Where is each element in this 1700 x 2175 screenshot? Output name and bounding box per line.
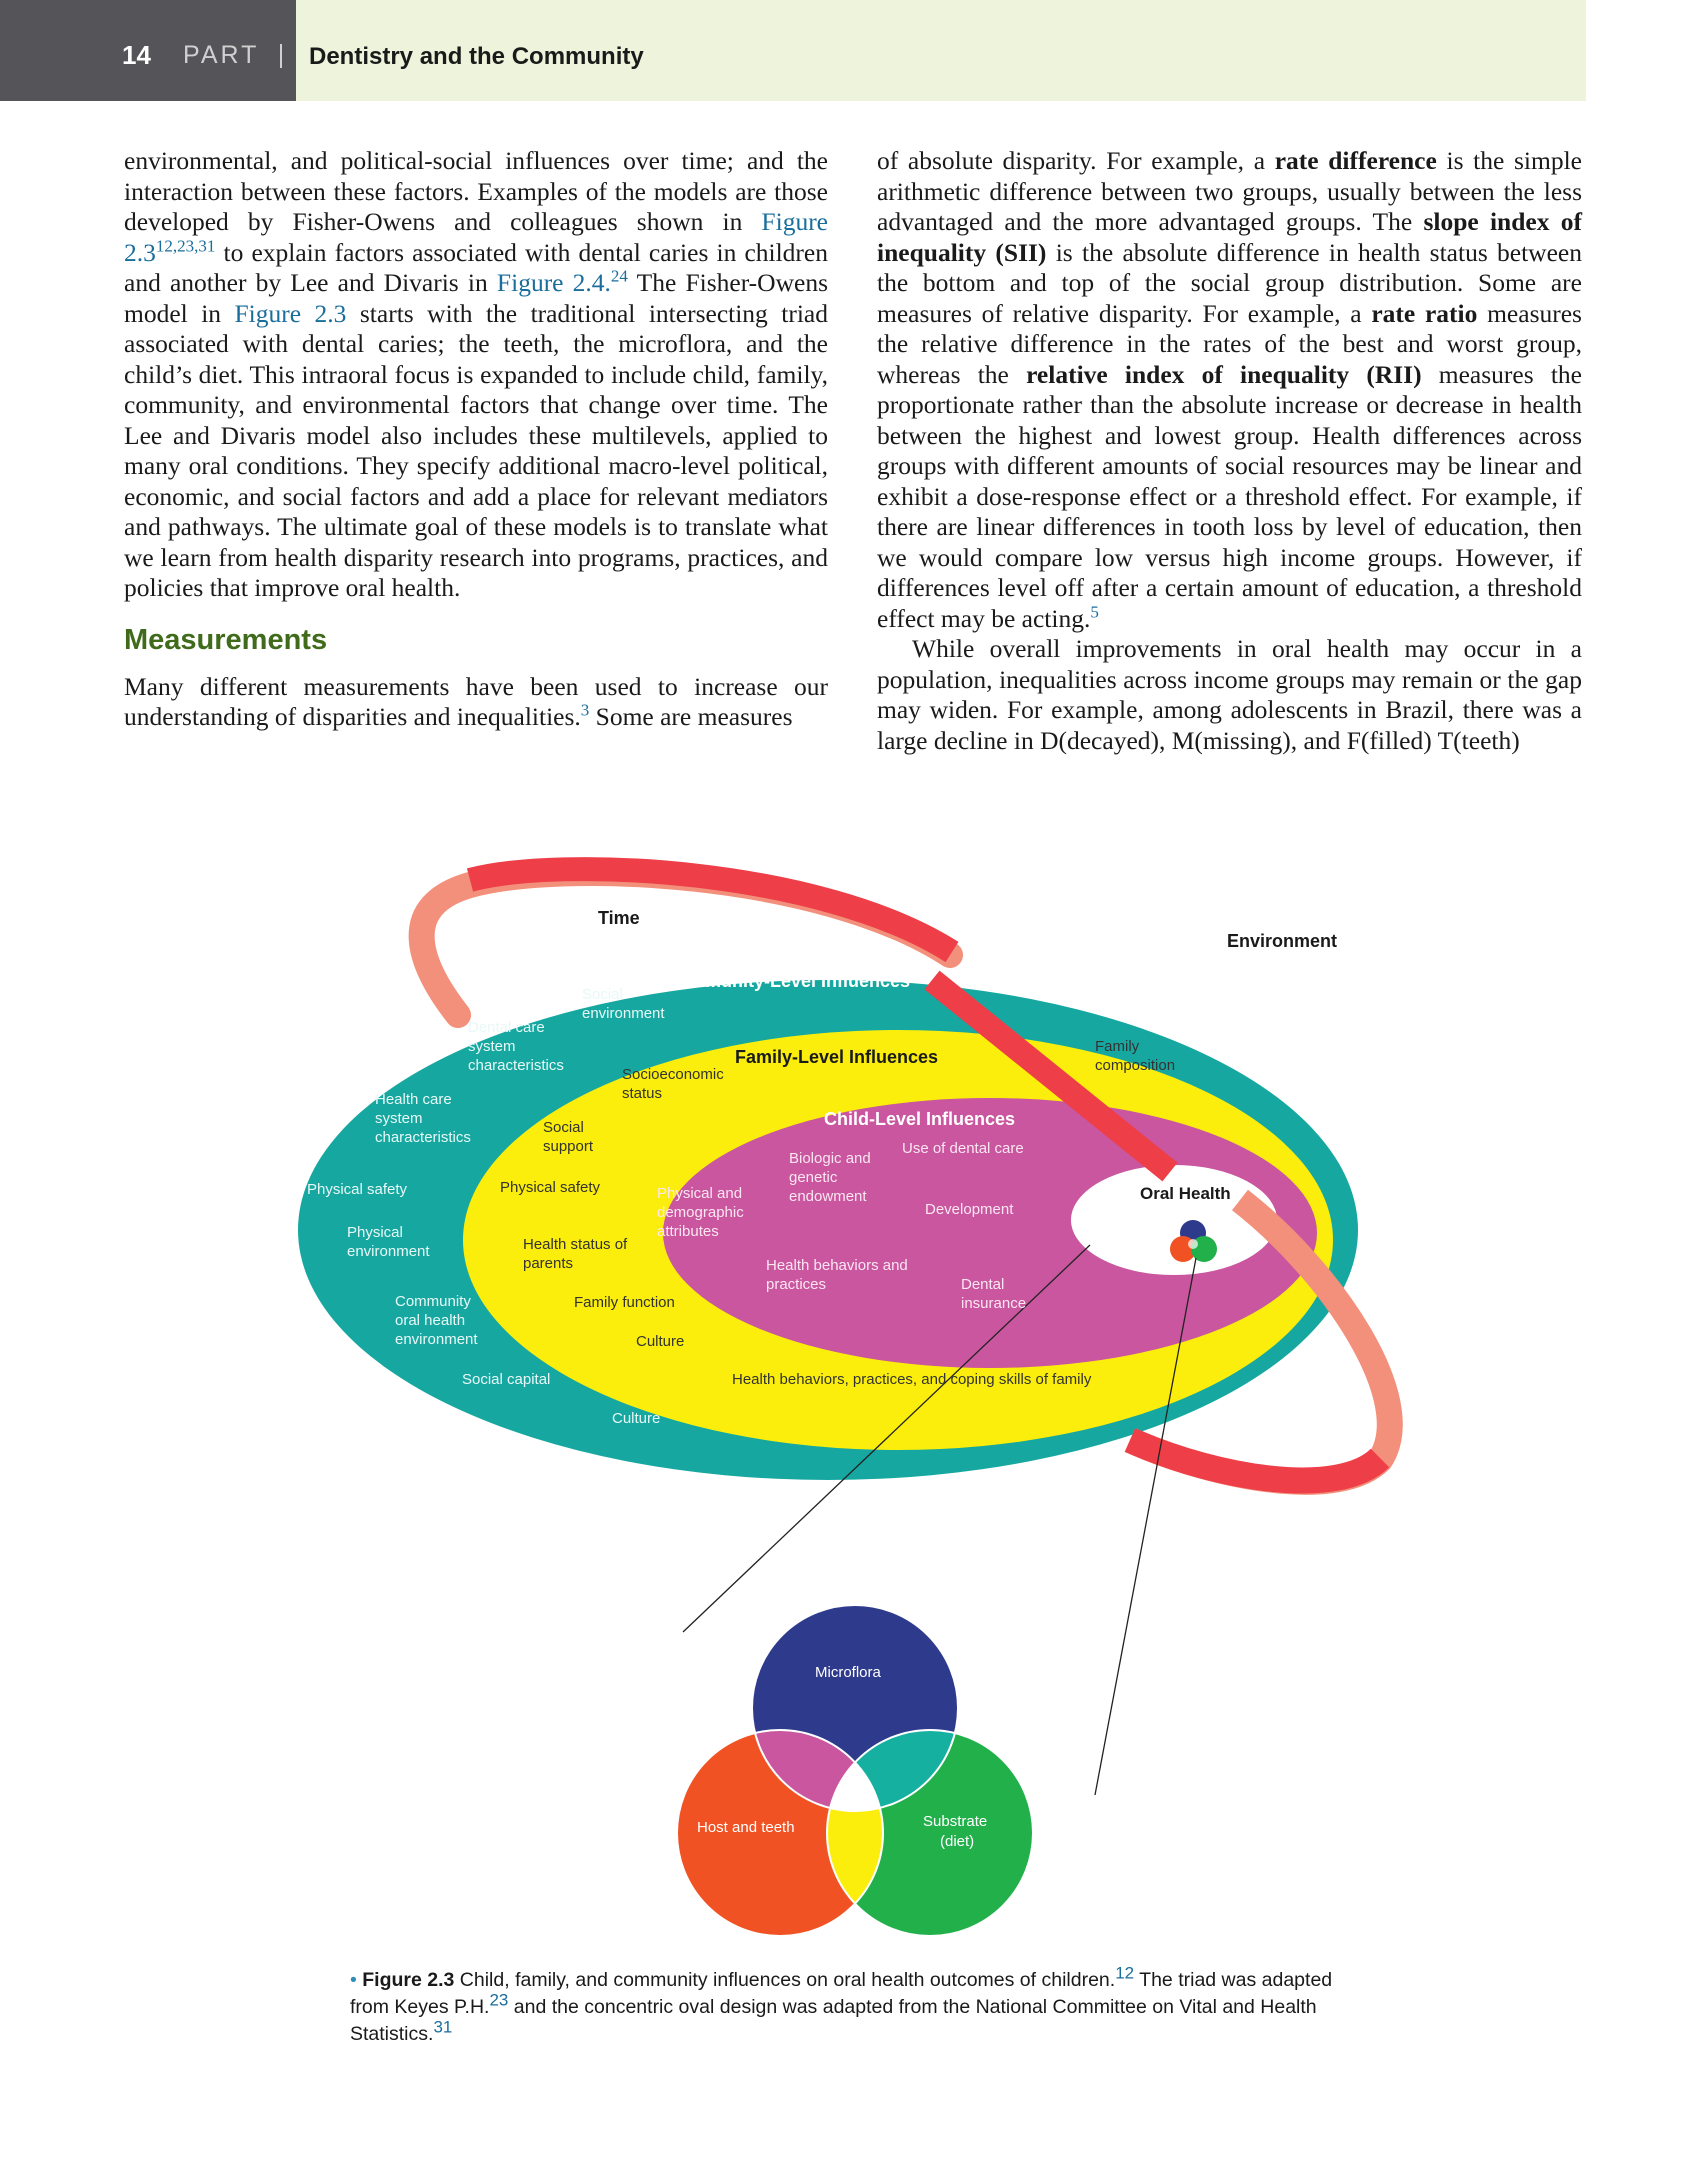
child-label: Biologic and	[789, 1150, 871, 1167]
family-title: Family-Level Influences	[735, 1047, 939, 1067]
citation[interactable]: 24	[610, 266, 628, 286]
child-label: endowment	[789, 1188, 867, 1205]
citation[interactable]: 12,23,31	[155, 236, 216, 255]
substrate-label: (diet)	[940, 1833, 975, 1850]
caption-text: Child, family, and community influences on oral health outcomes of children.	[454, 1969, 1116, 1991]
family-label: Health status of	[523, 1236, 628, 1253]
community-label: Social	[582, 986, 623, 1003]
child-label: practices	[766, 1276, 827, 1293]
community-title: Community-Level Influences	[665, 971, 911, 991]
family-label: support	[543, 1138, 594, 1155]
paragraph: While overall improvements in oral health may occur in a population, inequalities across income groups may remain or the gap may widen. For example, among adolescents in Brazil, there was a large decline in D(decayed), M(missing), and F(filled) T(teeth)	[877, 634, 1582, 755]
caption-text: The triad was adapted from Keyes P.H.	[350, 1969, 1333, 2018]
child-label: attributes	[657, 1223, 719, 1240]
community-label: oral health	[395, 1312, 466, 1329]
section-heading: Measurements	[124, 623, 328, 656]
family-label: composition	[1095, 1057, 1176, 1074]
substrate-label: Substrate	[923, 1813, 988, 1830]
venn-diagram	[677, 1605, 1033, 1936]
citation[interactable]: 5	[1090, 602, 1099, 621]
community-label: Culture	[612, 1410, 661, 1427]
family-label: Social	[543, 1119, 584, 1136]
community-label: Physical safety	[307, 1181, 408, 1198]
family-label: parents	[523, 1255, 574, 1272]
page-number: 14	[122, 40, 151, 70]
child-label: demographic	[657, 1204, 744, 1221]
text: Many different measurements have been used to increase our understanding of disparities and inequalities.	[124, 671, 828, 731]
community-label: environment	[395, 1331, 478, 1348]
community-label: Community	[395, 1293, 471, 1310]
text: measures the proportionate rather than the absolute increase or decrease in health between the highest and lowest group. Health differences across groups with different amounts of social resources may be linear and exhibit a dose-response effect or a threshold effect. For example, if there are linear differences in tooth loss by level of education, then we would compare low versus high income groups. However, if differences level off after a certain amount of education, a threshold effect may be acting.	[877, 359, 1582, 633]
community-label: Health care	[375, 1091, 452, 1108]
text: is the simple arithmetic difference between two groups, usually between the less advantaged and the more advantaged groups. The	[877, 146, 1582, 236]
community-label: Physical	[347, 1224, 403, 1241]
citation[interactable]: 31	[433, 2017, 453, 2037]
paragraph	[877, 146, 1582, 634]
term: slope index of inequality (SII)	[877, 207, 1582, 267]
child-title: Child-Level Influences	[824, 1109, 1016, 1129]
child-label: genetic	[789, 1169, 838, 1186]
child-label: Physical and	[657, 1185, 743, 1202]
microflora-label: Microflora	[815, 1664, 881, 1681]
family-label: status	[622, 1085, 663, 1102]
community-label: environment	[347, 1243, 430, 1260]
family-label: Health behaviors, practices, and coping skills of family	[732, 1371, 1092, 1388]
family-label: Physical safety	[500, 1179, 601, 1196]
text: starts with the traditional intersecting triad associated with dental caries; the teeth, the microflora, and the child’s diet. This intraoral focus is expanded to include child, family, community, and environmental factors that change over time. The Lee and Divaris model also includes these multilevels, applied to many oral conditions. They specify additional macro-level political, economic, and social factors and add a place for relevant mediators and pathways. The ultimate goal of these models is to translate what we learn from health disparity research into programs, practices, and policies that improve oral health.	[124, 298, 828, 602]
family-label: Culture	[636, 1333, 685, 1350]
child-label: Development	[925, 1201, 1014, 1218]
child-label: Dental	[961, 1276, 1005, 1293]
text: environmental, and political-social influences over time; and the interaction between these factors. Examples of the models are those developed by Fisher-Owens and colleagues shown in	[124, 146, 828, 236]
host-label: Host and teeth	[697, 1819, 795, 1836]
figure-caption	[350, 1963, 1370, 2048]
community-label: environment	[582, 1005, 665, 1022]
family-label: Family function	[574, 1294, 675, 1311]
paragraph	[124, 672, 828, 733]
citation[interactable]: 3	[580, 700, 590, 720]
part-label: PART	[183, 41, 260, 69]
time-label: Time	[598, 908, 640, 928]
caption-label: Figure 2.3	[362, 1969, 455, 1991]
oral-health-label: Oral Health	[1140, 1184, 1231, 1203]
mini-center	[1188, 1239, 1198, 1249]
community-label: Dental care	[468, 1019, 545, 1036]
citation[interactable]: 12	[1115, 1963, 1135, 1983]
time-ribbon-top	[470, 869, 952, 952]
child-label: Health behaviors and	[766, 1257, 908, 1274]
caption-bullet: •	[350, 1969, 357, 1991]
part-separator	[280, 44, 282, 68]
community-label: characteristics	[375, 1129, 471, 1146]
child-label: Use of dental care	[902, 1140, 1024, 1157]
community-label: characteristics	[468, 1057, 564, 1074]
citation[interactable]: 23	[489, 1990, 509, 2010]
text: The Fisher-Owens model in	[124, 268, 828, 328]
text: Some are measures	[589, 702, 793, 731]
chapter-title: Dentistry and the Community	[309, 43, 644, 70]
term: relative index of inequality (RII)	[1026, 359, 1422, 389]
figure-link[interactable]: Figure 2.3	[124, 207, 828, 267]
text: of absolute disparity. For example, a	[877, 146, 1275, 175]
right-column	[877, 146, 1582, 756]
term: rate ratio	[1371, 298, 1478, 328]
community-label: Social capital	[462, 1371, 551, 1388]
time-ribbon-lower-front	[1130, 1440, 1380, 1480]
left-column	[124, 146, 828, 733]
community-label: system	[468, 1038, 516, 1055]
child-label: insurance	[961, 1295, 1027, 1312]
term: rate difference	[1274, 146, 1437, 175]
figure-link[interactable]: Figure 2.4.	[496, 268, 611, 297]
text: measures the relative difference in the rates of the best and worst group, whereas the	[877, 298, 1582, 389]
family-label: Family	[1095, 1038, 1140, 1055]
text: to explain factors associated with dental caries in children and another by Lee and Divaris in	[124, 237, 828, 297]
family-label: Socioeconomic	[622, 1066, 724, 1083]
environment-label: Environment	[1227, 931, 1338, 951]
text: is the absolute difference in health status between the bottom and top of the social group distribution. Some are measures of relative disparity. For example, a	[877, 237, 1582, 328]
figure-2-3	[0, 820, 1700, 2020]
community-label: system	[375, 1110, 423, 1127]
caption-text: and the concentric oval design was adapted from the National Committee on Vital and Health Statistics.	[350, 1996, 1317, 2045]
figure-link[interactable]: Figure 2.3	[234, 298, 347, 328]
paragraph	[124, 146, 828, 604]
